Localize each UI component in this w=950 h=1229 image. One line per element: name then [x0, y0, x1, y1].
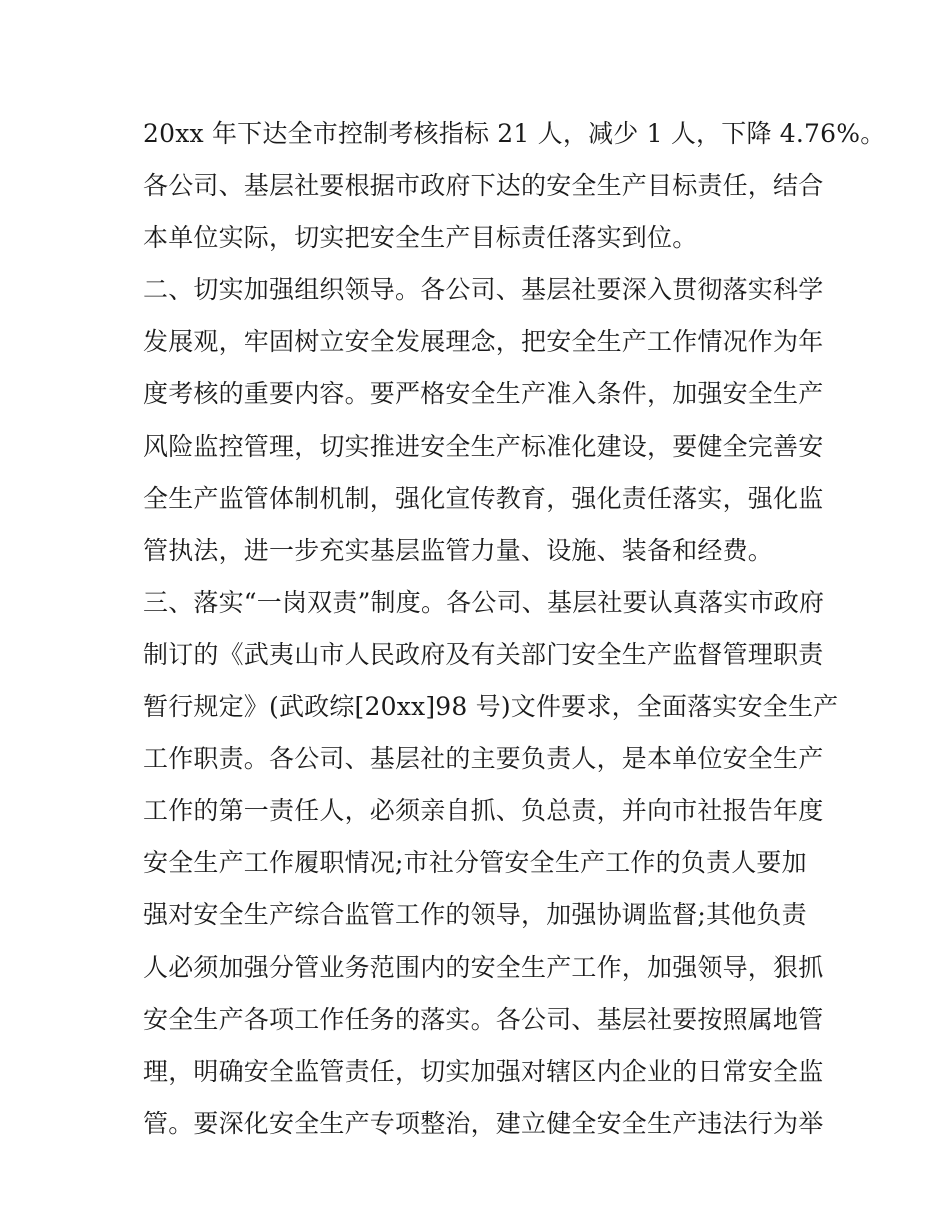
text-line: 三、落实“一岗双责”制度。各公司、基层社要认真落实市政府: [143, 587, 825, 617]
text-line: 工作的第一责任人，必须亲自抓、负总责，并向市社报告年度: [143, 796, 824, 826]
text-line: 人必须加强分管业务范围内的安全生产工作，加强领导，狠抓: [143, 952, 824, 982]
text-line: 理，明确安全监管责任，切实加强对辖区内企业的日常安全监: [143, 1056, 824, 1086]
text-line: 管。要深化安全生产专项整治，建立健全安全生产违法行为举: [143, 1108, 824, 1138]
text-line: 发展观，牢固树立安全发展理念，把安全生产工作情况作为年: [143, 327, 824, 357]
text-line: 本单位实际，切实把安全生产目标责任落实到位。: [143, 223, 698, 253]
text-line: 管执法，进一步充实基层监管力量、设施、装备和经费。: [143, 535, 774, 565]
text-line: 安全生产各项工作任务的落实。各公司、基层社要按照属地管: [143, 1004, 824, 1034]
text-line: 制订的《武夷山市人民政府及有关部门安全生产监督管理职责: [143, 639, 824, 669]
body-text: [143, 108, 886, 1150]
text-line: 各公司、基层社要根据市政府下达的安全生产目标责任，结合: [143, 171, 824, 201]
text-line: 全生产监管体制机制，强化宣传教育，强化责任落实，强化监: [143, 483, 824, 513]
text-line: 强对安全生产综合监管工作的领导，加强协调监督;其他负责: [143, 900, 807, 930]
text-line: 二、切实加强组织领导。各公司、基层社要深入贯彻落实科学: [143, 275, 824, 305]
text-line: 风险监控管理，切实推进安全生产标准化建设，要健全完善安: [143, 431, 824, 461]
text-line: 暂行规定》(武政综[20xx]98 号)文件要求，全面落实安全生产: [143, 692, 839, 722]
text-line: 安全生产工作履职情况;市社分管安全生产工作的负责人要加: [143, 848, 807, 878]
text-line: 20xx 年下达全市控制考核指标 21 人，减少 1 人，下降 4.76%。: [143, 119, 886, 148]
text-line: 度考核的重要内容。要严格安全生产准入条件，加强安全生产: [143, 379, 824, 409]
text-line: 工作职责。各公司、基层社的主要负责人，是本单位安全生产: [143, 744, 824, 774]
